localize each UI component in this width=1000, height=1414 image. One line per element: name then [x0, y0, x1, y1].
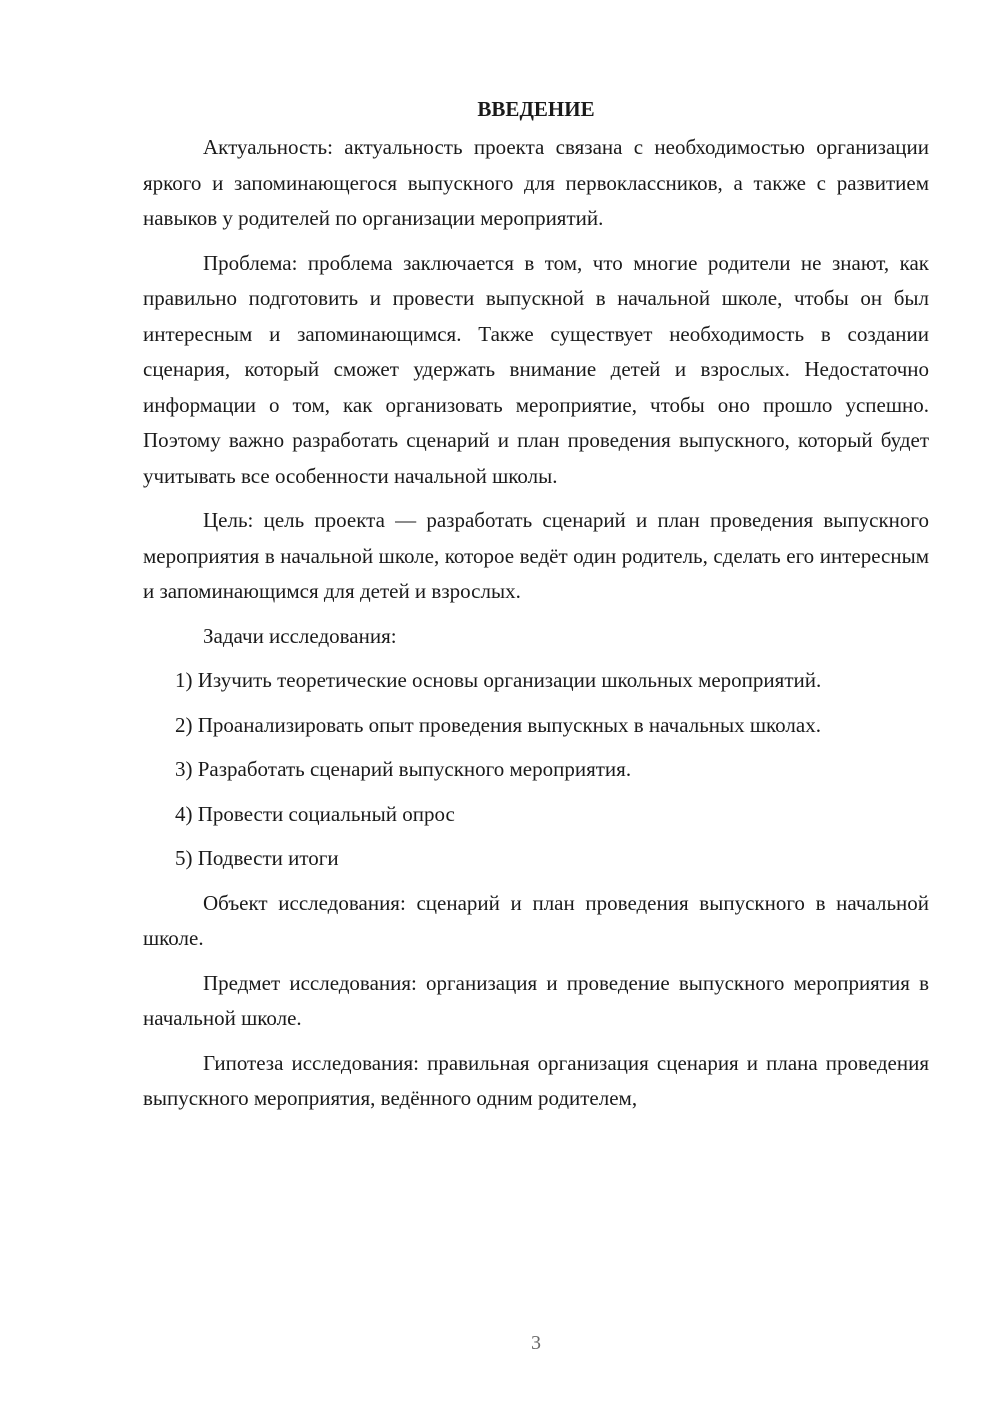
- task-item: 3) Разработать сценарий выпускного мероприятия.: [175, 757, 632, 781]
- paragraph-subject: Предмет исследования: организация и проведение выпускного мероприятия в начальной школе.: [143, 970, 929, 1030]
- task-item: 2) Проанализировать опыт проведения выпускных в начальных школах.: [175, 712, 821, 737]
- task-item: 5) Подвести итоги: [175, 846, 339, 870]
- page-title: ВВЕДЕНИЕ: [477, 97, 595, 121]
- page-number: 3: [531, 1332, 541, 1354]
- paragraph-problem: Проблема: проблема заключается в том, что многие родители не знают, как правильно подготовить и провести выпускной в начальной школе, чтобы он был интересным и запоминающимся. Также существует необходимость в создании сценария, который сможет удержать внимание детей и взрослых. Недостаточно информации о том, как организовать мероприятие, чтобы оно прошло успешно. Поэтому важно разработать сценарий и план проведения выпускного, который будет учитывать все особенности начальной школы.: [143, 250, 929, 488]
- paragraph-object: Объект исследования: сценарий и план проведения выпускного в начальной школе.: [143, 890, 929, 950]
- paragraph-goal: Цель: цель проекта — разработать сценарий и план проведения выпускного мероприятия в начальной школе, которое ведёт один родитель, сделать его интересным и запоминающимся для детей и взрослых.: [143, 508, 929, 603]
- task-item: 4) Провести социальный опрос: [175, 801, 455, 826]
- paragraph-hypothesis: Гипотеза исследования: правильная организация сценария и плана проведения выпускного мероприятия, ведённого одним родителем,: [143, 1050, 929, 1110]
- paragraph-tasks-heading: Задачи исследования:: [203, 623, 397, 648]
- paragraph-relevance: Актуальность: актуальность проекта связана с необходимостью организации яркого и запоминающегося выпускного для первоклассников, а также с развитием навыков у родителей по организации мероприятий.: [143, 135, 929, 230]
- task-item: 1) Изучить теоретические основы организации школьных мероприятий.: [175, 668, 822, 692]
- page-content: [143, 92, 929, 1126]
